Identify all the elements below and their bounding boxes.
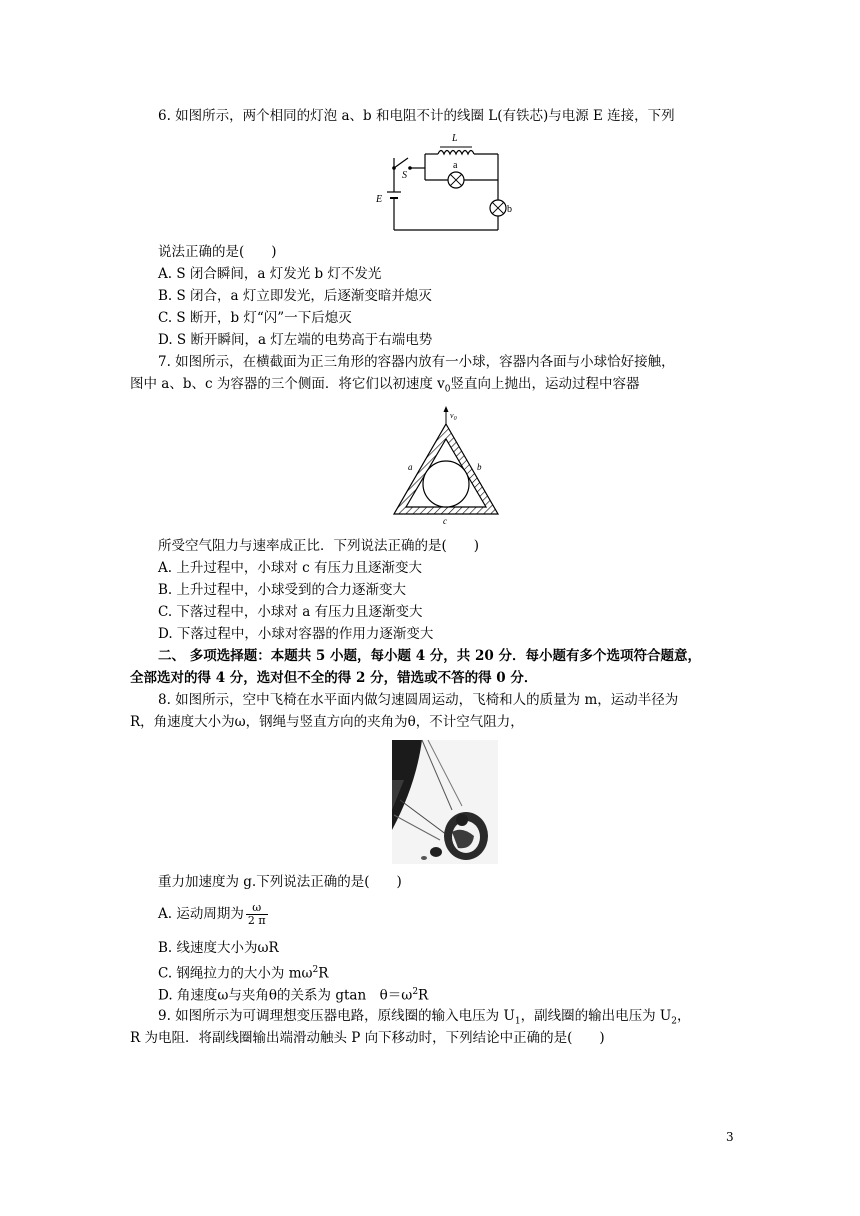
q7-stem-line2: 图中 a、b、c 为容器的三个侧面．将它们以初速度 $v_0$竖直向上抛出，运动过程中容器 [130,376,640,395]
section2-heading-line2: 全部选对的得 4 分，选对但不全的得 2 分，错选或不答的得 0 分． [130,670,538,686]
q8-option-a: A. 运动周期为 $\frac{\omega}{2 \pi}$ [158,901,266,927]
q7-option-c: C. 下落过程中，小球对 a 有压力且逐渐变大 [158,604,423,620]
label-side-b: b [477,462,482,472]
q6-option-b: B. S 闭合，a 灯立即发光，后逐渐变暗并熄灭 [158,288,432,304]
q8-option-b: B. 线速度大小为ωR [158,940,279,956]
q7-option-a: A. 上升过程中，小球对 c 有压力且逐渐变大 [158,560,422,576]
label-v0: $v_0$ [450,411,457,422]
q6-option-c: C. S 断开，b 灯“闪”一下后熄灭 [158,310,352,326]
q7-stem-line1: 7. 如图所示，在横截面为正三角形的容器内放有一小球，容器内各面与小球恰好接触， [158,354,675,370]
label-side-a: a [408,462,413,472]
q7-stem-line3: 所受空气阻力与速率成正比．下列说法正确的是( ) [158,538,480,554]
q9-stem-line2: R 为电阻．将副线圈输出端滑动触头 P 向下移动时，下列结论中正确的是( ) [130,1030,605,1046]
q8-swing-ride-photo [392,740,498,864]
period-fraction: $\frac{\omega}{2 \pi}$ [247,901,266,927]
q6-option-d: D. S 断开瞬间，a 灯左端的电势高于右端电势 [158,332,433,348]
q8-option-d: D. 角速度ω与夹角θ的关系为 gtan $\theta=\omega^2R$ [158,987,429,1004]
label-L: L [452,133,458,144]
q6-stem-line1: 6. 如图所示，两个相同的灯泡 a、b 和电阻不计的线圈 L(有铁芯)与电源 E 连接，下列 [158,108,675,124]
label-side-c: c [443,516,447,526]
q8-stem-line3: 重力加速度为 g.下列说法正确的是( ) [158,874,402,890]
q8-stem-line2: R，角速度大小为ω，钢绳与竖直方向的夹角为θ，不计空气阻力， [130,714,524,730]
q8-option-c: C. 钢绳拉力的大小为 $m\omega^2R$ [158,965,329,982]
q6-circuit-diagram [370,128,510,234]
q6-option-a: A. S 闭合瞬间，a 灯发光 b 灯不发光 [158,266,382,282]
label-S: S [402,170,407,181]
section2-heading-line1: 二、 多项选择题：本题共 5 小题，每小题 4 分，共 20 分．每小题有多个选项符合题意， [158,648,701,664]
q7-option-d: D. 下落过程中，小球对容器的作用力逐渐变大 [158,626,434,642]
q6-stem-line2: 说法正确的是( ) [158,244,277,260]
q9-stem-line1: 9. 如图所示为可调理想变压器电路，原线圈的输入电压为 $U_1$，副线圈的输出电压为 $U_2$， [158,1008,691,1027]
label-b: b [507,204,512,215]
q8-stem-line1: 8. 如图所示，空中飞椅在水平面内做匀速圆周运动，飞椅和人的质量为 m，运动半径为 [158,692,679,708]
page-number: 3 [726,1130,734,1144]
q7-option-b: B. 上升过程中，小球受到的合力逐渐变大 [158,582,407,598]
q7-triangle-container-diagram [388,404,508,526]
label-a: a [453,160,458,171]
label-E: E [376,194,383,205]
